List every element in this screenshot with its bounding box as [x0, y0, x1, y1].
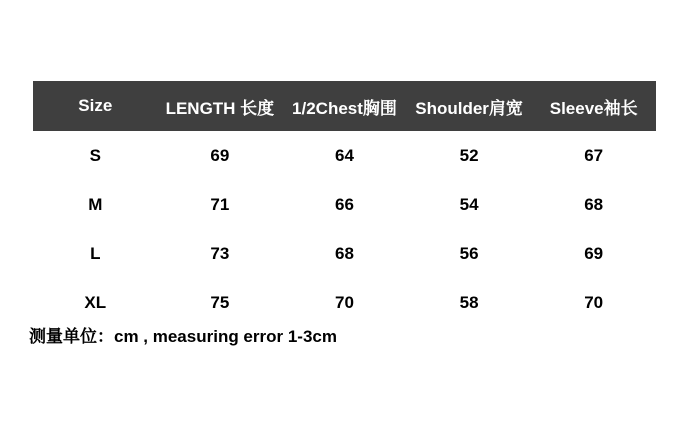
- table-row-m: [33, 180, 656, 229]
- sleeve-value: 67: [584, 145, 604, 165]
- chest-value: 64: [335, 145, 354, 165]
- length-value: 71: [210, 194, 230, 214]
- table-row-s: [33, 131, 656, 180]
- shoulder-value: 58: [459, 292, 479, 312]
- size-label: XL: [84, 292, 107, 312]
- chest-value: 70: [335, 292, 354, 312]
- sleeve-value: 69: [584, 243, 604, 263]
- chest-value: 66: [335, 194, 354, 214]
- table-header-row: [33, 81, 656, 131]
- sleeve-value: 68: [584, 194, 604, 214]
- chest-value: 68: [335, 243, 354, 263]
- size-label: M: [88, 194, 103, 214]
- sleeve-value: 70: [584, 292, 604, 312]
- table-row-l: [33, 229, 656, 278]
- shoulder-value: 52: [459, 145, 479, 165]
- size-chart-table: [33, 81, 656, 327]
- column-header-shoulder: Shoulder肩宽: [415, 98, 523, 118]
- measurement-unit-note: 测量单位：cm , measuring error 1-3cm: [29, 327, 337, 346]
- size-label: S: [89, 145, 101, 165]
- length-value: 75: [210, 292, 230, 312]
- column-header-length: LENGTH 长度: [165, 98, 275, 118]
- shoulder-value: 54: [459, 194, 479, 214]
- table-row-xl: [33, 278, 656, 327]
- column-header-chest: 1/2Chest胸围: [292, 98, 397, 118]
- column-header-sleeve: Sleeve袖长: [549, 98, 638, 118]
- length-value: 69: [210, 145, 230, 165]
- size-label: L: [90, 243, 101, 263]
- column-header-size: Size: [78, 96, 113, 115]
- shoulder-value: 56: [459, 243, 479, 263]
- length-value: 73: [210, 243, 230, 263]
